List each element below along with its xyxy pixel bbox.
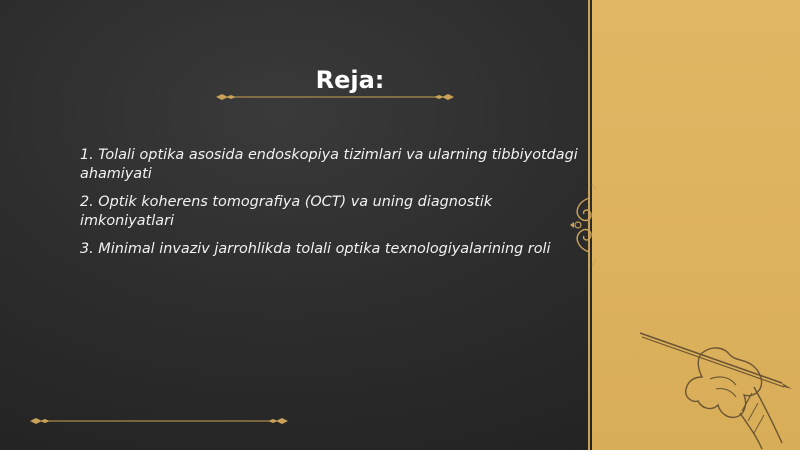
agenda-list xyxy=(80,146,580,268)
agenda-item-3: 3. Minimal invaziv jarrohlikda tolali optika texnologiyalarining roli xyxy=(80,241,551,257)
agenda-item-1: 1. Tolali optika asosida endoskopiya tizimlari va ularning tibbiyotdagi ahamiyati xyxy=(80,147,578,182)
hand-holding-pen-icon xyxy=(632,325,800,450)
title-divider-icon xyxy=(214,90,456,104)
agenda-item-2: 2. Optik koherens tomografiya (OCT) va uning diagnostik imkoniyatlari xyxy=(80,194,493,229)
flourish-divider-icon xyxy=(560,180,600,270)
bottom-divider-icon xyxy=(28,414,290,428)
slide-title: Reja: xyxy=(315,66,385,94)
